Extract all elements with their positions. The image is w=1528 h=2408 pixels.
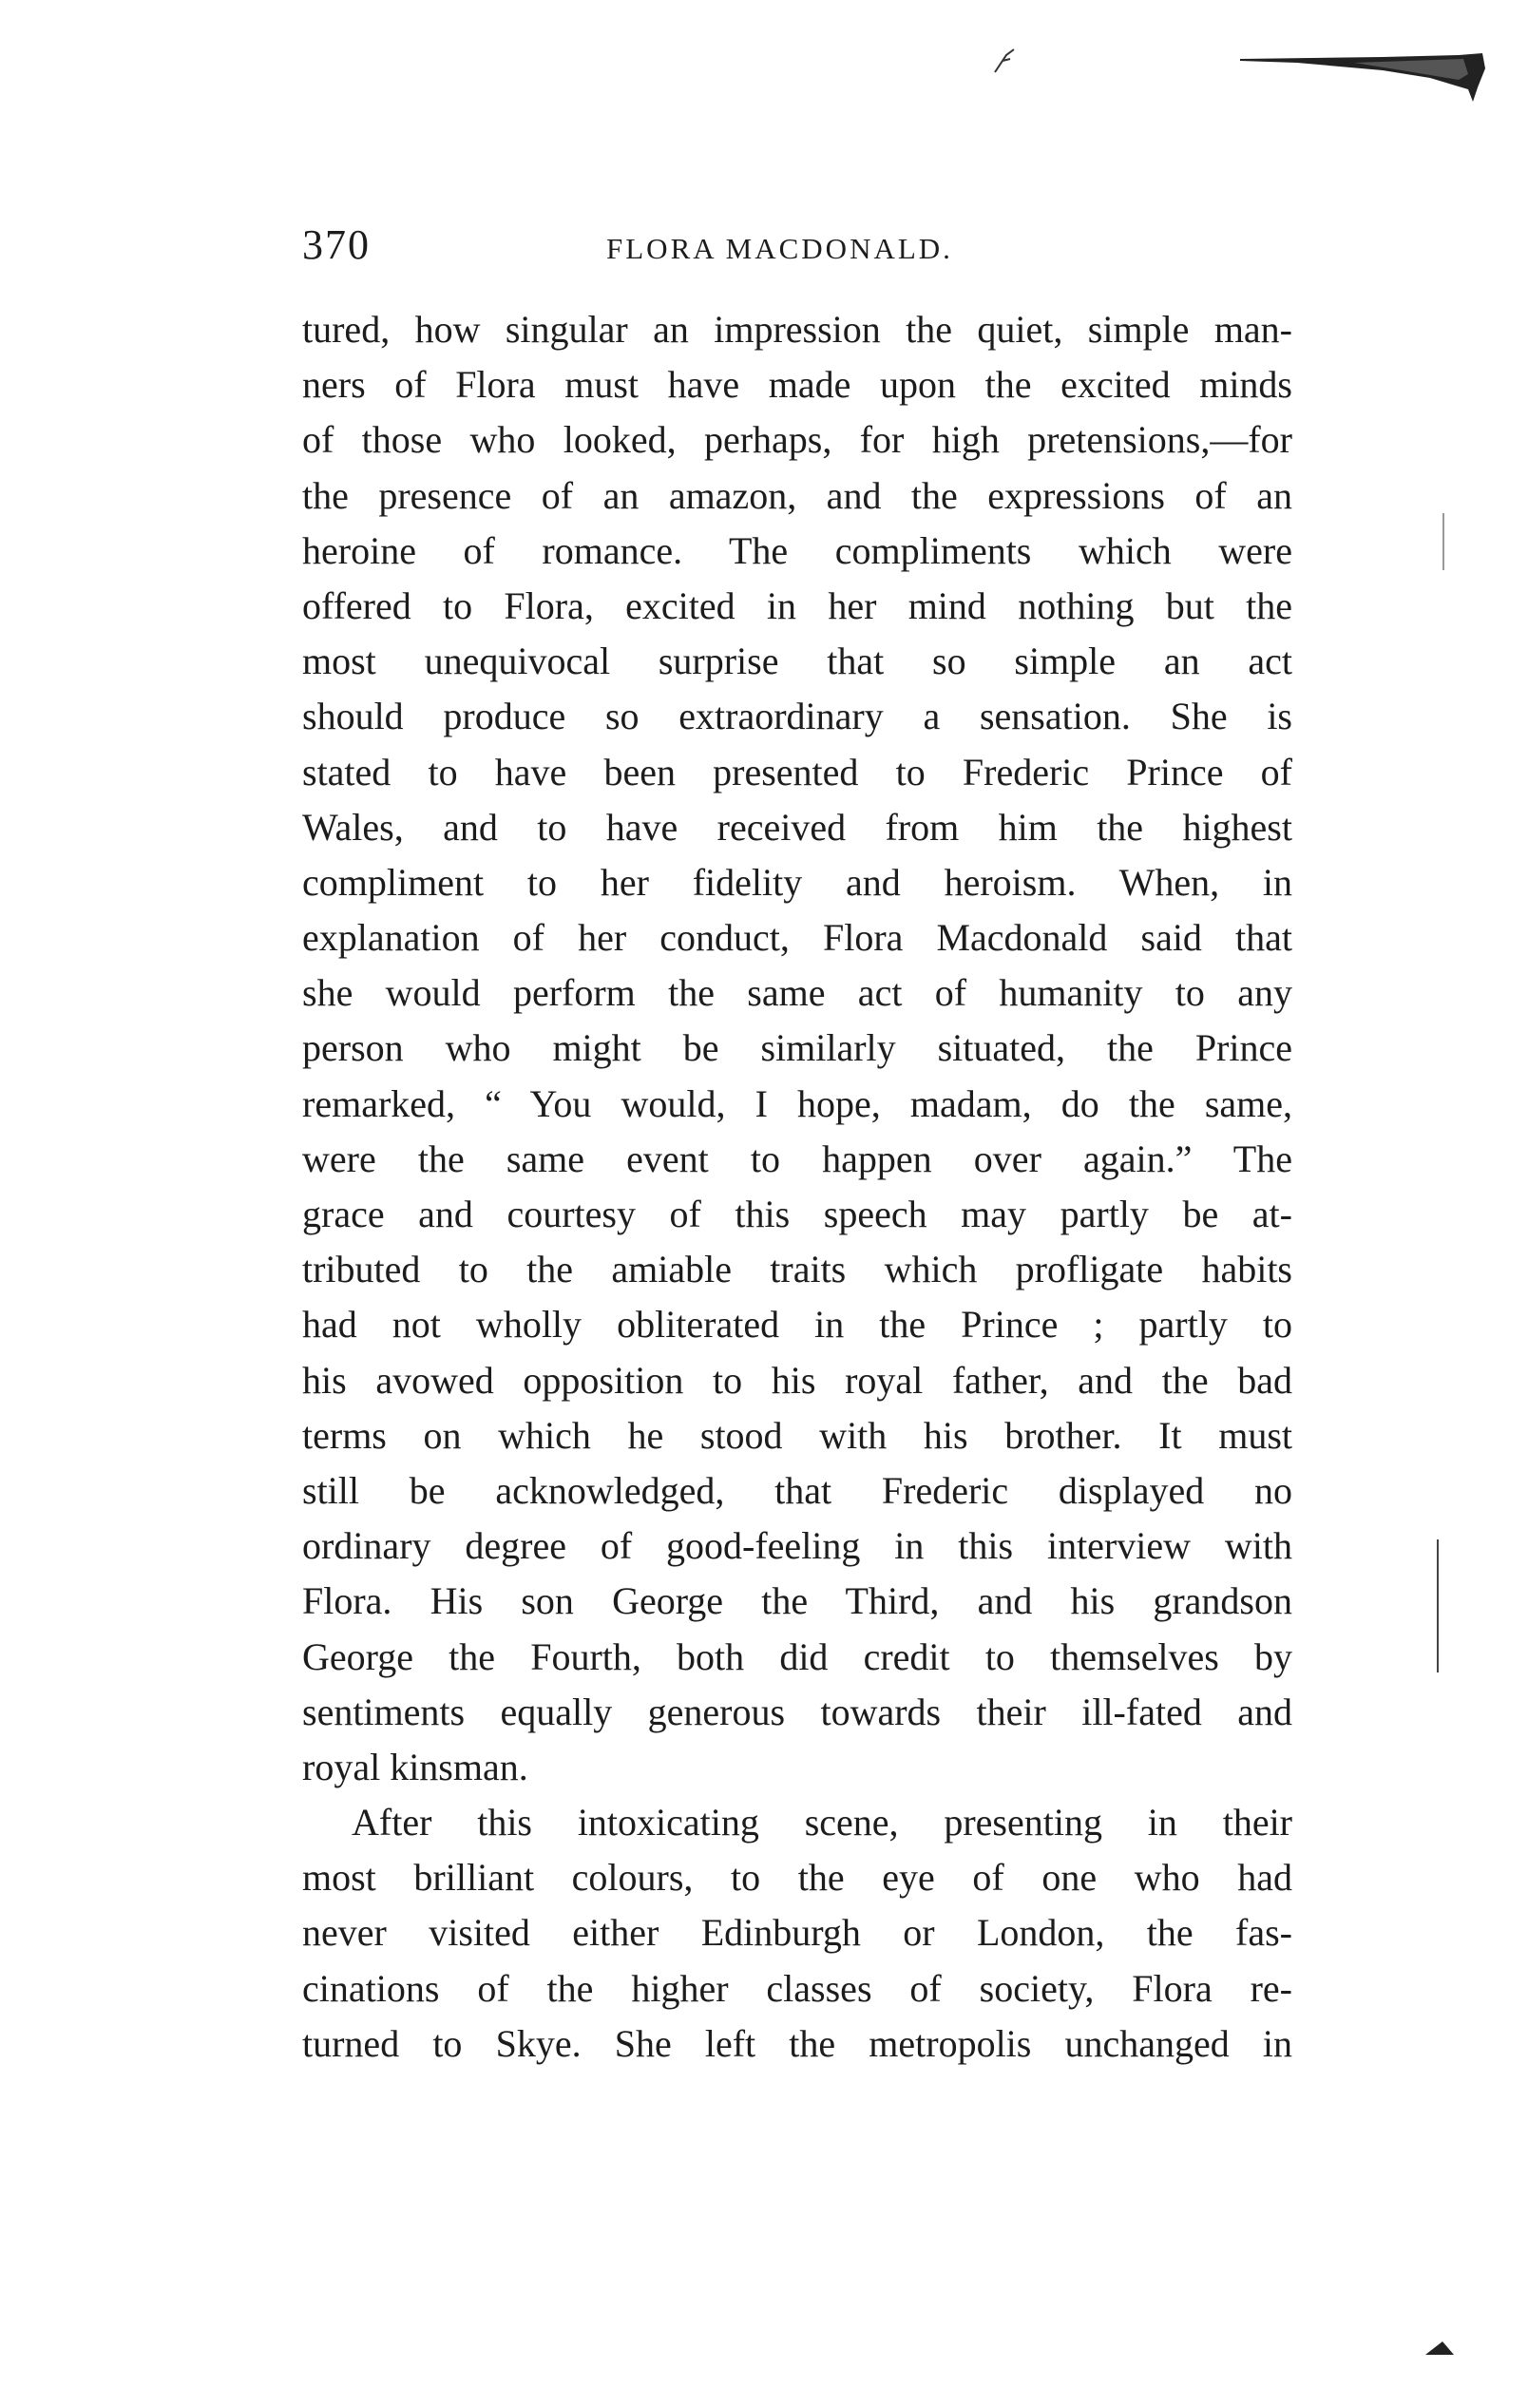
text-line: tured, how singular an impression the quiet, simple man- [302,308,1292,351]
text-line: compliment to her fidelity and heroism. When, in [302,860,1292,904]
text-line: were the same event to happen over again.” The [302,1137,1292,1180]
text-line: After this intoxicating scene, presenting in their [352,1801,1292,1844]
text-line: Flora. His son George the Third, and his grandson [302,1579,1292,1623]
margin-mark [1437,1539,1439,1672]
text-line: his avowed opposition to his royal father, and the bad [302,1358,1292,1402]
margin-mark [1442,513,1444,570]
arrow-up-icon [1425,2340,1454,2357]
text-line: George the Fourth, both did credit to themselves by [302,1634,1292,1678]
text-line: terms on which he stood with his brother. It must [302,1413,1292,1457]
text-line: remarked, “ You would, I hope, madam, do the same, [302,1081,1292,1125]
text-line: heroine of romance. The compliments which were [302,528,1292,572]
text-line: most unequivocal surprise that so simple an act [302,640,1292,683]
text-line: sentiments equally generous towards their ill-fated and [302,1690,1292,1733]
text-line: had not wholly obliterated in the Prince ; partly to [302,1303,1292,1347]
text-line: ners of Flora must have made upon the excited minds [302,363,1292,407]
text-line: still be acknowledged, that Frederic displayed no [302,1468,1292,1512]
text-line: offered to Flora, excited in her mind nothing but the [302,583,1292,627]
text-line: explanation of her conduct, Flora Macdonald said that [302,916,1292,960]
page-edge-smudge [1240,49,1487,102]
text-line: Wales, and to have received from him the highest [302,805,1292,849]
page-header [302,220,1309,277]
ink-mark-icon [993,48,1016,74]
body-text [302,302,1292,2072]
text-line: the presence of an amazon, and the expressions of an [302,473,1292,517]
page-number: 370 [302,221,371,268]
text-line: person who might be similarly situated, the Prince [302,1026,1292,1070]
running-title: FLORA MACDONALD. [606,232,953,265]
text-line: should produce so extraordinary a sensation. She is [302,695,1292,738]
text-line: royal kinsman. [302,1745,528,1788]
text-line: never visited either Edinburgh or London, the fas- [302,1911,1292,1955]
text-line: stated to have been presented to Frederic Prince of [302,750,1292,793]
text-line: she would perform the same act of humanity to any [302,971,1292,1015]
text-line: grace and courtesy of this speech may partly be at- [302,1193,1292,1235]
text-line: most brilliant colours, to the eye of one who had [302,1856,1292,1900]
text-line: turned to Skye. She left the metropolis unchanged in [302,2021,1292,2065]
text-line: of those who looked, perhaps, for high pretensions,—for [302,418,1292,462]
text-line: cinations of the higher classes of society, Flora re- [302,1966,1292,2010]
text-line: ordinary degree of good-feeling in this interview with [302,1524,1292,1568]
text-line: tributed to the amiable traits which profligate habits [302,1248,1292,1291]
